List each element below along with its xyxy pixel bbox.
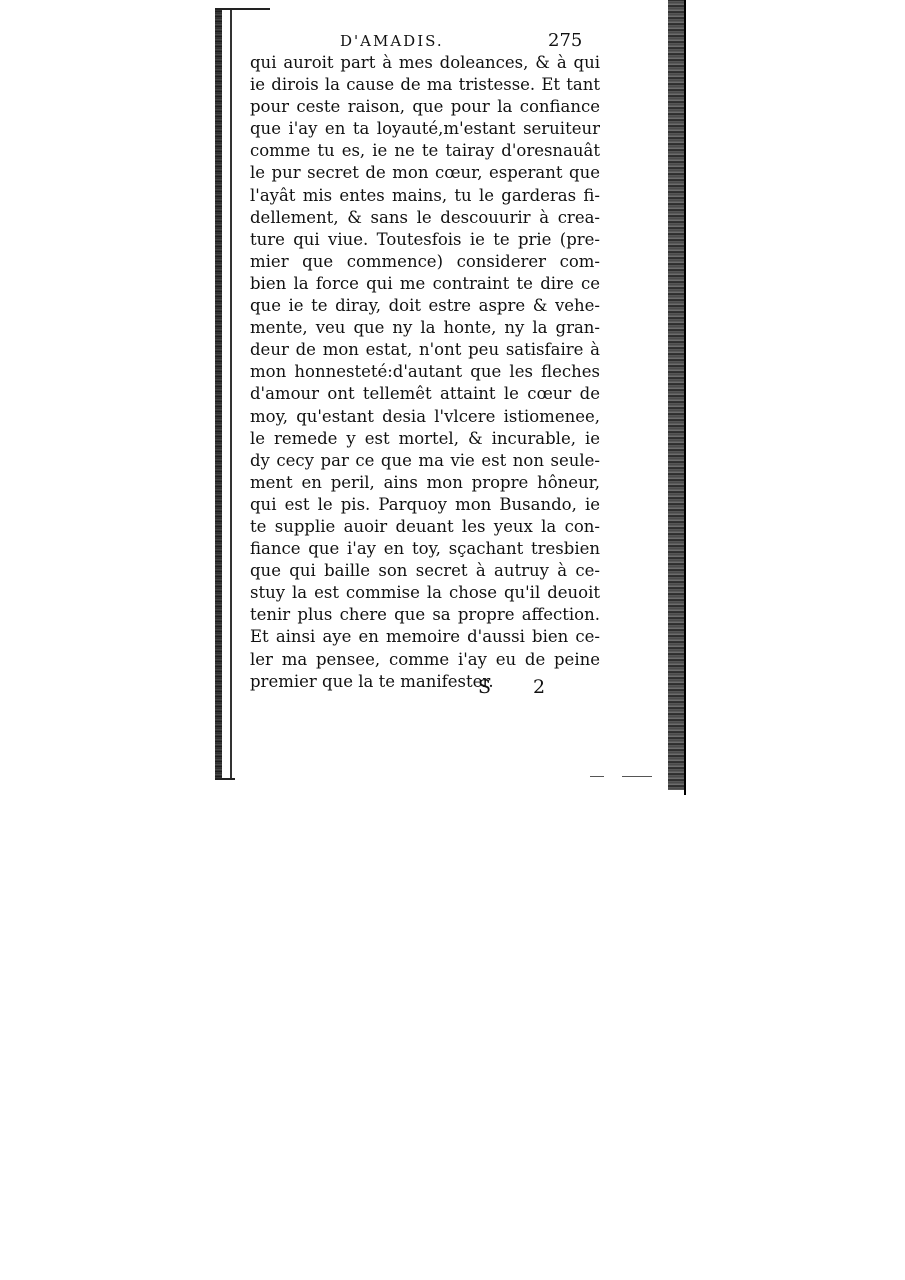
text-line: premier que la te manifester. <box>250 671 494 691</box>
left-margin-line <box>230 10 232 780</box>
text-line: ture qui viue. Toutesfois ie te prie (pre- <box>250 229 600 249</box>
running-head: D'AMADIS. <box>340 32 444 50</box>
text-line: ler ma pensee, comme i'ay eu de peine <box>250 649 600 669</box>
text-line: deur de mon estat, n'ont peu satisfaire à <box>250 340 600 360</box>
top-corner-rule <box>215 8 270 10</box>
text-line: que qui baille son secret à autruy à ce- <box>250 561 600 581</box>
bottom-corner-rule <box>215 778 235 780</box>
left-binding-edge <box>215 8 222 780</box>
bottom-edge-mark <box>622 776 652 777</box>
text-line: tenir plus chere que sa propre affection. <box>250 605 600 625</box>
text-line: d'amour ont tellemêt attaint le cœur de <box>250 384 600 404</box>
text-line: fiance que i'ay en toy, sçachant tresbien <box>250 539 600 559</box>
text-line: moy, qu'estant desia l'vlcere istiomenee, <box>250 406 600 426</box>
text-line: mon honnesteté:d'autant que les fleches <box>250 362 600 382</box>
text-line: que ie te diray, doit estre aspre & vehe- <box>250 296 600 316</box>
text-line: qui est le pis. Parquoy mon Busando, ie <box>250 494 600 514</box>
text-line: le pur secret de mon cœur, esperant que <box>250 163 600 183</box>
text-line: qui auroit part à mes doleances, & à qui <box>250 53 600 72</box>
text-line: mier que commence) considerer com- <box>250 251 600 271</box>
text-line: dy cecy par ce que ma vie est non seule- <box>250 450 600 470</box>
bottom-edge-mark <box>590 776 604 777</box>
text-line: dellement, & sans le descouurir à crea- <box>250 207 600 227</box>
text-line: te supplie auoir deuant les yeux la con- <box>250 516 600 536</box>
text-line: pour ceste raison, que pour la confiance <box>250 97 600 117</box>
page-number: 275 <box>548 30 583 51</box>
text-line: mente, veu que ny la honte, ny la gran- <box>250 318 600 338</box>
text-line: comme tu es, ie ne te tairay d'oresnauât <box>250 141 600 161</box>
text-line: stuy la est commise la chose qu'il deuoit <box>250 583 600 603</box>
right-binding-edge <box>668 0 685 790</box>
text-line: Et ainsi aye en memoire d'aussi bien ce- <box>250 627 600 647</box>
text-line: le remede y est mortel, & incurable, ie <box>250 428 600 448</box>
text-line: l'ayât mis entes mains, tu le garderas fi- <box>250 185 600 205</box>
signature-mark: S 2 <box>478 676 564 698</box>
body-text <box>250 52 600 693</box>
text-line: bien la force qui me contraint te dire ce <box>250 273 600 293</box>
text-line: que i'ay en ta loyauté,m'estant seruiteur <box>250 119 600 139</box>
right-page-border <box>684 0 686 795</box>
text-line: ie dirois la cause de ma tristesse. Et tant <box>250 75 600 95</box>
text-line: ment en peril, ains mon propre hôneur, <box>250 472 600 492</box>
